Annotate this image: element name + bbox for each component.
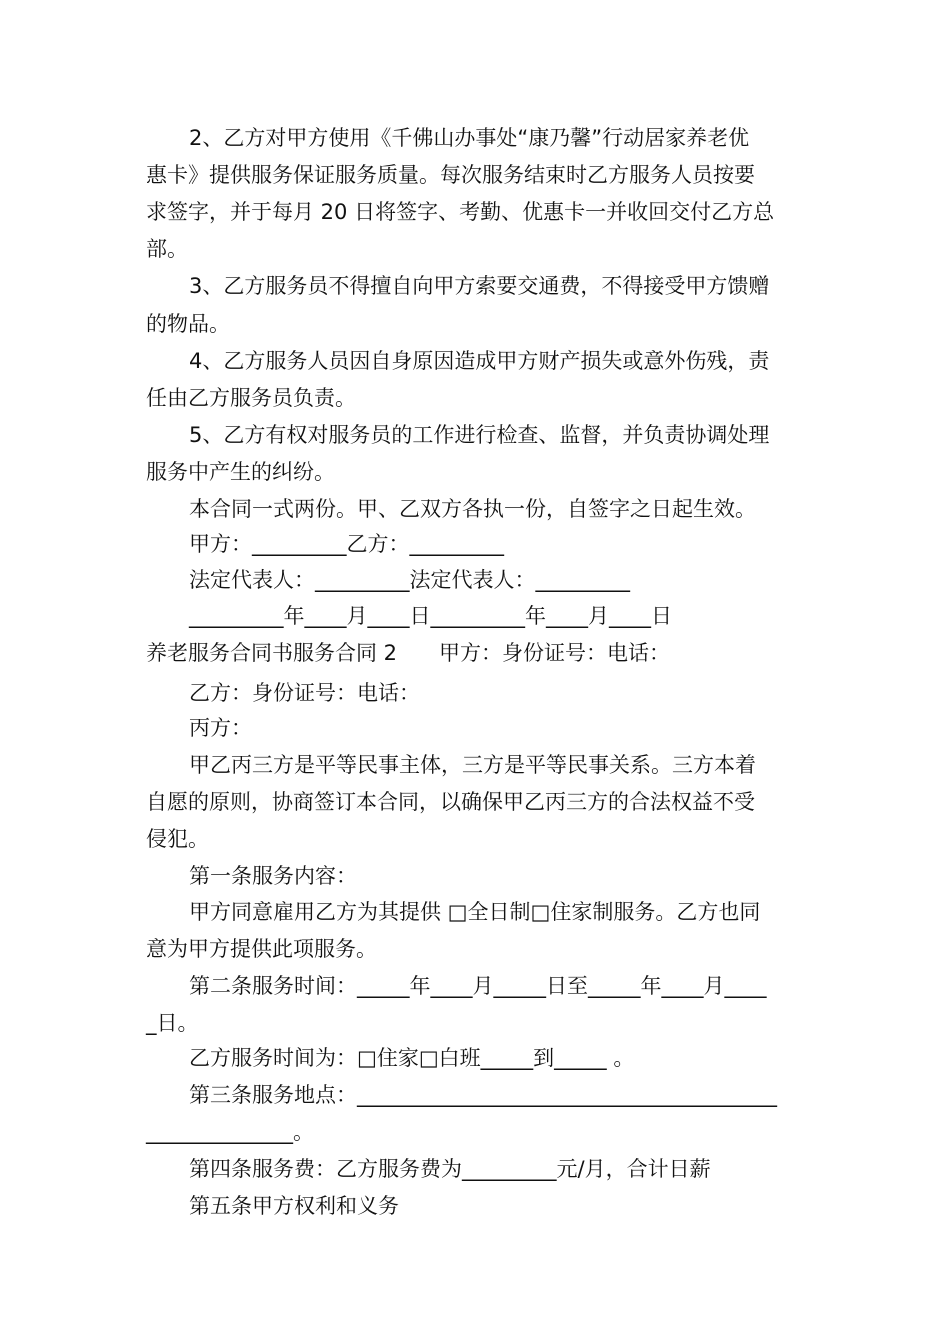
section-heading: 养老服务合同书服务合同 2 甲方：身份证号：电话： [146,641,671,665]
paragraph-line: 求签字，并于每月 20 日将签字、考勤、优惠卡一并收回交付乙方总 [146,200,775,224]
paragraph-line: 5、乙方有权对服务员的工作进行检查、监督，并负责协调处理 [189,423,770,447]
paragraph-line: 4、乙方服务人员因自身原因造成甲方财产损失或意外伤残，责 [189,349,770,373]
paragraph-line: 意为甲方提供此项服务。 [146,937,377,961]
paragraph-line: 任由乙方服务员负责。 [146,386,356,410]
paragraph-line: 惠卡》提供服务保证服务质量。每次服务结束时乙方服务人员按要 [146,163,755,187]
paragraph-line: 服务中产生的纠纷。 [146,460,335,484]
clause-heading: 第五条甲方权利和义务 [189,1194,399,1218]
paragraph-line: 的物品。 [146,312,230,336]
paragraph-line: 第二条服务时间：_____年____月_____日至_____年____月____ [189,974,767,998]
paragraph-line: 甲乙丙三方是平等民事主体，三方是平等民事关系。三方本着 [189,753,756,777]
signature-line: 甲方：_________乙方：_________ [189,532,504,556]
clause-heading: 第一条服务内容： [189,864,357,888]
paragraph-line: 乙方服务时间为：□住家□白班_____到_____ 。 [189,1046,635,1070]
paragraph-line: 第四条服务费：乙方服务费为_________元/月，合计日薪 [189,1157,711,1181]
paragraph-line: 自愿的原则，协商签订本合同，以确保甲乙丙三方的合法权益不受 [146,790,755,814]
paragraph-line: 本合同一式两份。甲、乙双方各执一份，自签字之日起生效。 [189,497,756,521]
paragraph-line: 第三条服务地点：________________________________________ [189,1083,777,1107]
paragraph-line: 丙方： [189,716,252,740]
paragraph-line: _日。 [146,1011,199,1035]
paragraph-line: 3、乙方服务员不得擅自向甲方索要交通费，不得接受甲方馈赠 [189,274,770,298]
paragraph-line: ______________。 [146,1120,314,1144]
paragraph-line: 2、乙方对甲方使用《千佛山办事处“康乃馨”行动居家养老优 [189,126,750,150]
paragraph-line: 甲方同意雇用乙方为其提供 □全日制□住家制服务。乙方也同 [189,900,761,924]
paragraph-line: 部。 [146,237,188,261]
paragraph-line: 侵犯。 [146,827,209,851]
paragraph-line: 乙方：身份证号：电话： [189,681,420,705]
signature-line: 法定代表人：_________法定代表人：_________ [189,568,630,592]
date-line: _________年____月____日_________年____月____日 [189,604,672,628]
